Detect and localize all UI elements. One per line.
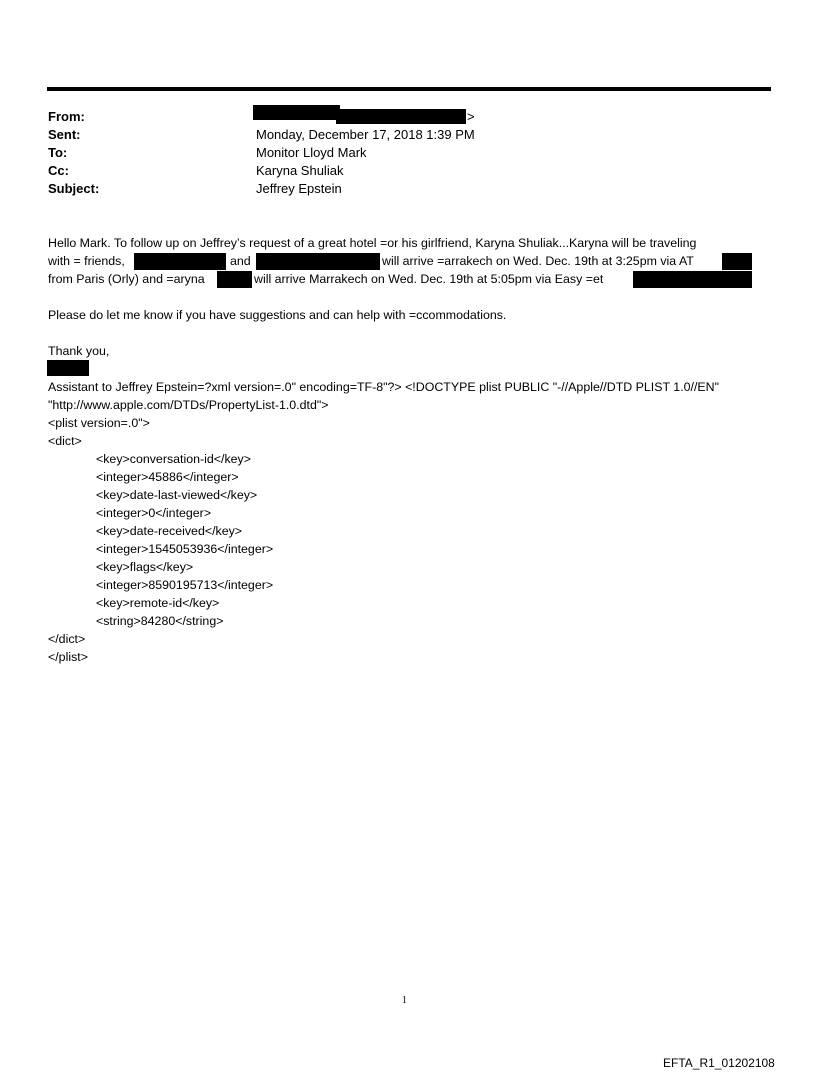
plist-line: <key>flags</key> bbox=[96, 560, 194, 574]
page-number: 1 bbox=[402, 995, 407, 1006]
to-label: To: bbox=[48, 145, 68, 160]
redaction-name bbox=[217, 271, 252, 288]
body-line-9: <dict> bbox=[48, 434, 82, 448]
redaction-flight-1 bbox=[722, 253, 752, 270]
redaction-friend-2 bbox=[256, 253, 380, 270]
body-line-3a: from Paris (Orly) and =aryna bbox=[48, 272, 205, 286]
body-line-3b: will arrive Marrakech on Wed. Dec. 19th at 5:05pm via Easy =et bbox=[254, 272, 604, 286]
from-redaction-2 bbox=[336, 109, 466, 124]
plist-line: <integer>0</integer> bbox=[96, 506, 212, 520]
plist-line: <key>date-last-viewed</key> bbox=[96, 488, 258, 502]
plist-line: <string>84280</string> bbox=[96, 614, 224, 628]
plist-line: <key>date-received</key> bbox=[96, 524, 243, 538]
redaction-friend-1 bbox=[134, 253, 226, 270]
redaction-flight-2 bbox=[633, 271, 752, 288]
body-line-plist-close: </plist> bbox=[48, 650, 88, 664]
body-line-thanks: Thank you, bbox=[48, 344, 110, 358]
sent-label: Sent: bbox=[48, 127, 81, 142]
body-line-2c: will arrive =arrakech on Wed. Dec. 19th at 3:25pm via AT bbox=[382, 254, 694, 268]
body-line-7: "http://www.apple.com/DTDs/PropertyList-1.0.dtd"> bbox=[48, 398, 329, 412]
plist-line: <key>remote-id</key> bbox=[96, 596, 220, 610]
subject-label: Subject: bbox=[48, 181, 100, 196]
to-value: Monitor Lloyd Mark bbox=[256, 145, 367, 160]
body-line-dict-close: </dict> bbox=[48, 632, 86, 646]
plist-line: <key>conversation-id</key> bbox=[96, 452, 251, 466]
bates-number: EFTA_R1_01202108 bbox=[663, 1056, 775, 1070]
cc-value: Karyna Shuliak bbox=[256, 163, 344, 178]
cc-label: Cc: bbox=[48, 163, 69, 178]
body-line-2b: and bbox=[230, 254, 251, 268]
redaction-signature bbox=[47, 360, 89, 376]
plist-line: <integer>8590195713</integer> bbox=[96, 578, 274, 592]
subject-value: Jeffrey Epstein bbox=[256, 181, 342, 196]
plist-line: <integer>45886</integer> bbox=[96, 470, 239, 484]
sent-value: Monday, December 17, 2018 1:39 PM bbox=[256, 127, 475, 142]
from-redaction-1 bbox=[253, 105, 340, 120]
from-suffix: > bbox=[467, 109, 475, 124]
from-label: From: bbox=[48, 109, 85, 124]
body-line-4: Please do let me know if you have suggestions and can help with =ccommodations. bbox=[48, 308, 507, 322]
body-line-8: <plist version=.0"> bbox=[48, 416, 150, 430]
body-line-2a: with = friends, bbox=[48, 254, 125, 268]
body-line-1: Hello Mark. To follow up on Jeffrey’s request of a great hotel =or his girlfriend, Karyna Shuliak...Karyna will be traveling bbox=[48, 236, 697, 250]
top-rule bbox=[47, 87, 771, 91]
plist-line: <integer>1545053936</integer> bbox=[96, 542, 274, 556]
body-line-6: Assistant to Jeffrey Epstein=?xml version=.0" encoding=TF-8"?> <!DOCTYPE plist PUBLIC "-//Apple//DTD PLIST 1.0//EN" bbox=[48, 380, 720, 394]
